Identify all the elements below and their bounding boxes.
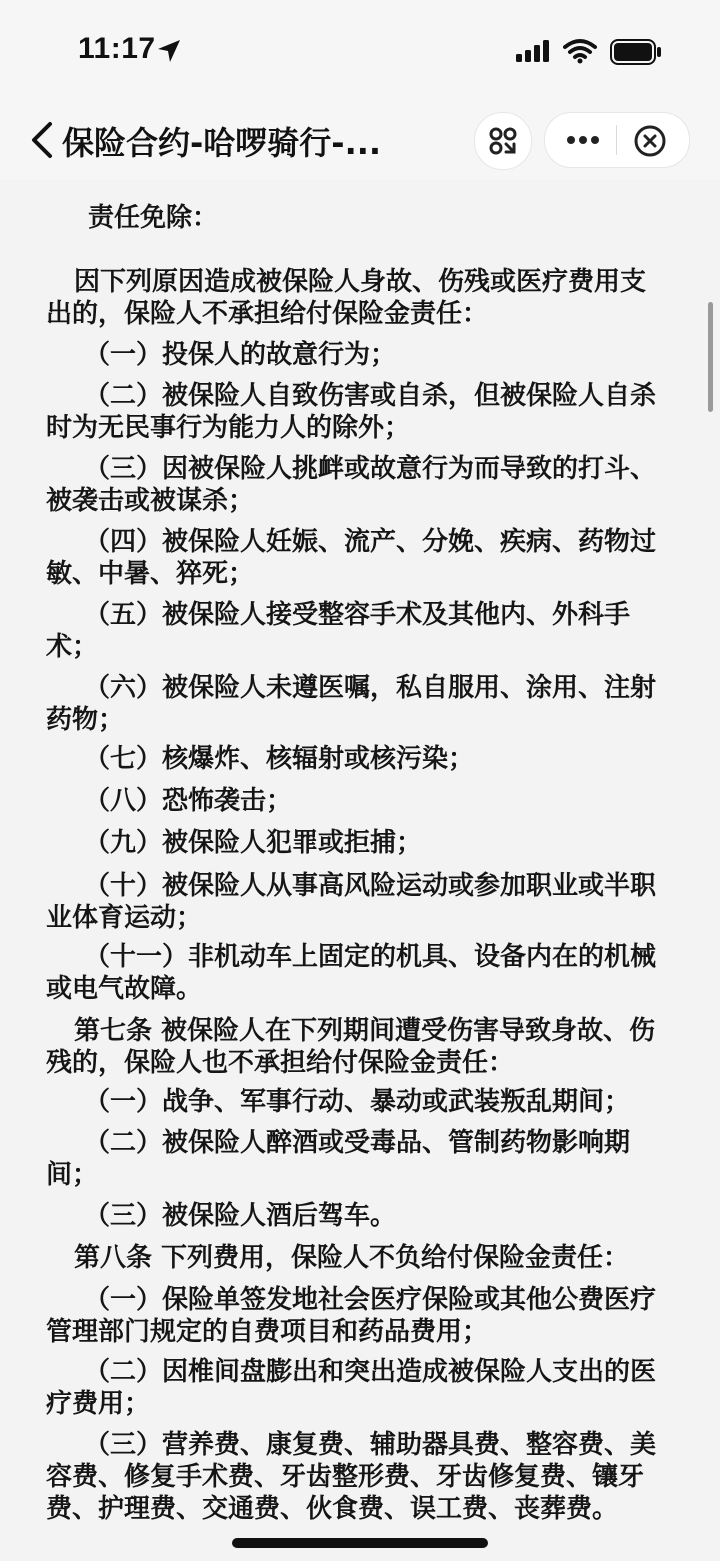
exclusion-item: （三）被保险人酒后驾车。 xyxy=(84,1201,397,1231)
status-bar xyxy=(0,0,720,100)
wifi-icon xyxy=(563,38,597,64)
exclusion-item: （一）投保人的故意行为； xyxy=(84,340,397,370)
back-chevron-icon[interactable] xyxy=(28,120,58,160)
exclusion-item: （二）被保险人自致伤害或自杀，但被保险人自杀时为无民事行为能力人的除外； xyxy=(46,381,657,443)
exclusion-item: （三）因被保险人挑衅或故意行为而导致的打斗、被袭击或被谋杀； xyxy=(46,454,657,516)
scrollbar[interactable] xyxy=(708,302,713,412)
exclusion-item: （三）营养费、康复费、辅助器具费、整容费、美容费、修复手术费、牙齿整形费、牙齿修复费、镶牙费、护理费、交通费、伙食费、误工费、丧葬费。 xyxy=(46,1430,657,1524)
close-circle-icon[interactable] xyxy=(633,124,667,158)
exclusion-item: （六）被保险人未遵医嘱，私自服用、涂用、注射药物； xyxy=(46,673,657,735)
home-indicator[interactable] xyxy=(232,1538,488,1548)
section-heading: 责任免除： xyxy=(88,203,219,233)
status-time: 11:17 xyxy=(78,32,156,65)
exclusion-item: （五）被保险人接受整容手术及其他内、外科手术； xyxy=(46,600,631,662)
scan-icon xyxy=(475,113,531,169)
nav-bar xyxy=(0,100,720,180)
exclusion-item: （二）因椎间盘膨出和突出造成被保险人支出的医疗费用； xyxy=(46,1357,657,1419)
more-icon[interactable] xyxy=(565,133,601,147)
mini-program-capsule xyxy=(544,112,690,168)
exclusion-item: （一）战争、军事行动、暴动或武装叛乱期间； xyxy=(84,1087,631,1117)
capsule-divider xyxy=(616,125,617,155)
page-title: 保险合约-哈啰骑行-... xyxy=(62,124,382,162)
exclusion-item: （二）被保险人醉酒或受毒品、管制药物影响期间； xyxy=(46,1128,631,1190)
cellular-signal-icon xyxy=(516,40,552,64)
article-eight: 第八条 下列费用，保险人不负给付保险金责任： xyxy=(74,1243,630,1273)
exclusion-item: （七）核爆炸、核辐射或核污染； xyxy=(84,744,475,774)
exclusion-item: （八）恐怖袭击； xyxy=(84,786,293,816)
location-arrow-icon xyxy=(156,38,182,64)
scan-button[interactable] xyxy=(474,112,532,170)
exclusion-item: （十一）非机动车上固定的机具、设备内在的机械或电气故障。 xyxy=(46,942,657,1004)
exclusion-item: （九）被保险人犯罪或拒捕； xyxy=(84,828,423,858)
exclusion-item: （四）被保险人妊娠、流产、分娩、疾病、药物过敏、中暑、猝死； xyxy=(46,527,657,589)
document-view[interactable] xyxy=(0,180,720,1561)
exclusion-item: （一）保险单签发地社会医疗保险或其他公费医疗管理部门规定的自费项目和药品费用； xyxy=(46,1285,657,1347)
intro-paragraph: 因下列原因造成被保险人身故、伤残或医疗费用支出的，保险人不承担给付保险金责任： xyxy=(46,267,647,329)
article-seven: 第七条 被保险人在下列期间遭受伤害导致身故、伤残的，保险人也不承担给付保险金责任： xyxy=(46,1016,656,1078)
exclusion-item: （十）被保险人从事高风险运动或参加职业或半职业体育运动； xyxy=(46,871,657,933)
battery-icon xyxy=(610,39,662,65)
